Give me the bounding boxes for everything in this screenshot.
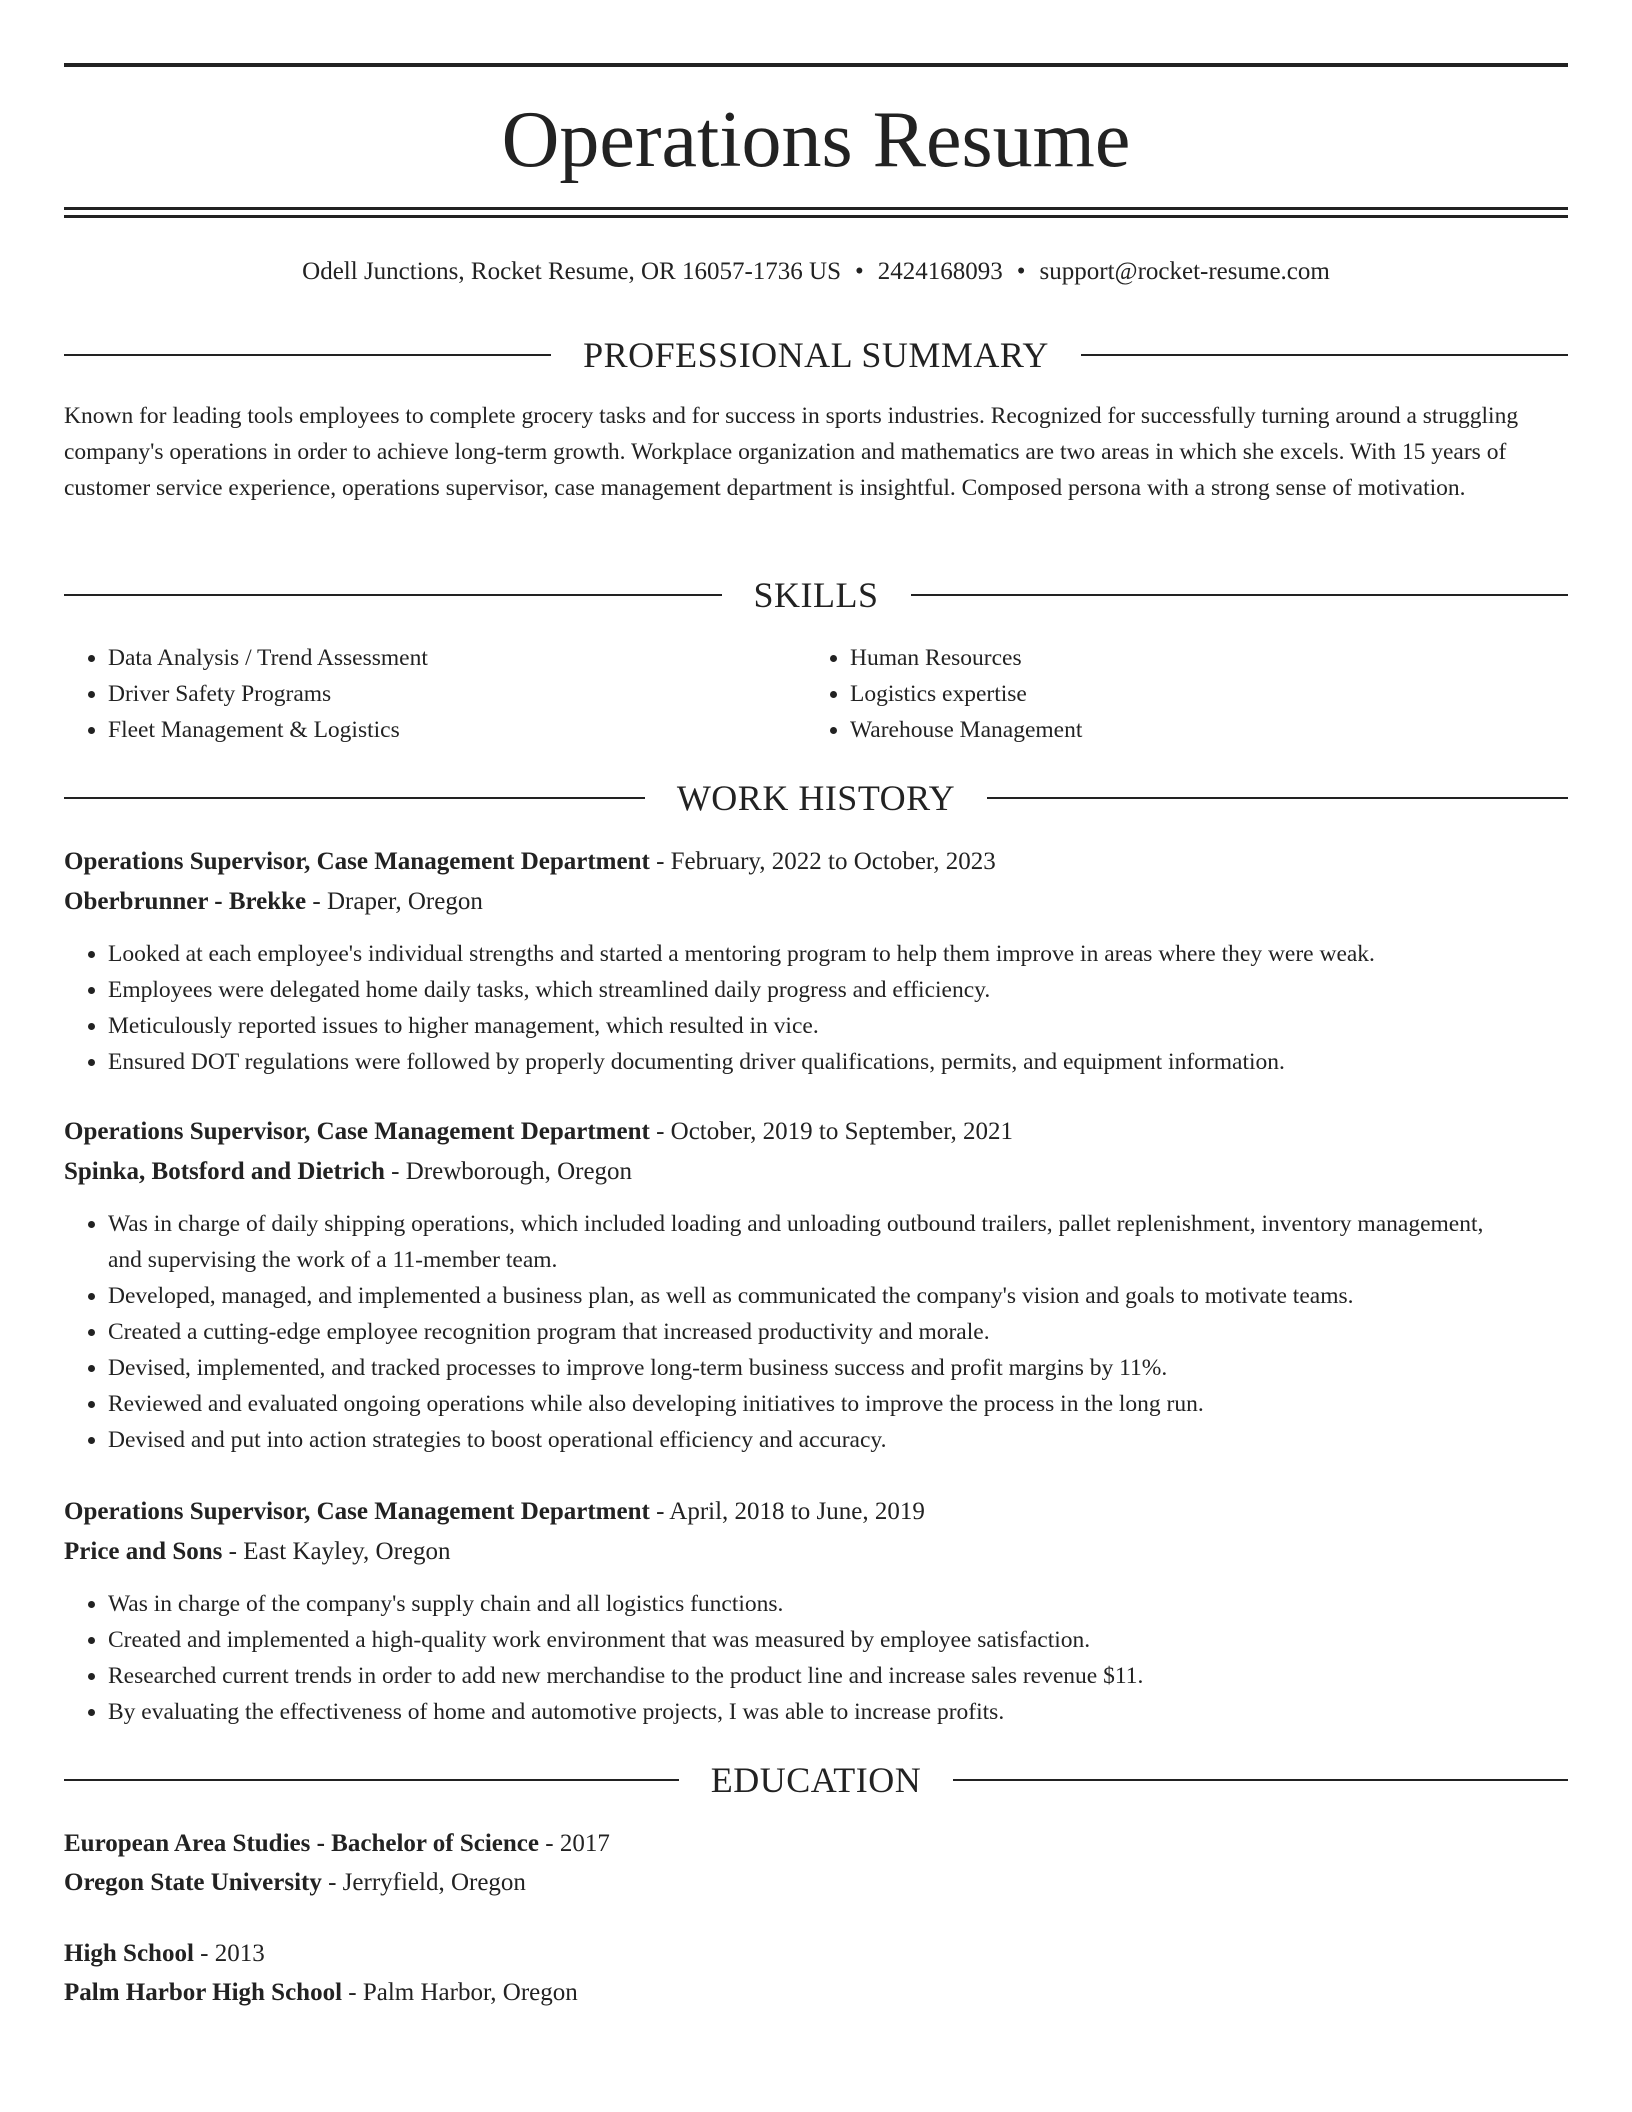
job-dates: April, 2018 to June, 2019	[669, 1498, 925, 1525]
section-heading-education	[64, 1758, 1568, 1802]
job-bullets	[64, 1206, 1568, 1458]
education-school: Oregon State University	[64, 1869, 322, 1896]
job-entry	[64, 842, 1568, 1080]
job-entry	[64, 1492, 1568, 1730]
education-school-line	[64, 1973, 1568, 2012]
job-bullet: • Devised, implemented, and tracked processes to improve long-term business success and profit margins by 11%.	[108, 1350, 1568, 1386]
education-degree: High School	[64, 1940, 194, 1967]
heading-rule	[987, 797, 1568, 799]
contact-email: support@rocket-resume.com	[1039, 258, 1330, 285]
double-rule-lower	[64, 215, 1568, 218]
education-year: 2017	[559, 1830, 610, 1857]
job-bullet: • Devised and put into action strategies to boost operational efficiency and accuracy.	[108, 1422, 1568, 1458]
skill-item: • Fleet Management & Logistics	[108, 712, 806, 748]
education-degree: European Area Studies - Bachelor of Science	[64, 1830, 539, 1857]
dash: -	[193, 1940, 215, 1967]
skills-list	[64, 640, 1568, 748]
dash: -	[321, 1869, 343, 1896]
job-title-line	[64, 1112, 1568, 1152]
education-degree-line	[64, 1934, 1568, 1973]
job-title: Operations Supervisor, Case Management Department	[64, 1118, 650, 1145]
skills-column-left	[64, 640, 806, 748]
heading-rule	[64, 1779, 679, 1781]
dash: -	[649, 1118, 671, 1145]
job-bullet: • Was in charge of the company's supply chain and all logistics functions.	[108, 1586, 1568, 1622]
heading-rule	[64, 594, 722, 596]
job-bullet: • Created a cutting-edge employee recognition program that increased productivity and morale.	[108, 1314, 1568, 1350]
heading-rule	[64, 354, 551, 356]
contact-separator: •	[855, 258, 864, 285]
section-title: SKILLS	[753, 575, 879, 615]
dash: -	[222, 1538, 244, 1565]
section-heading-summary	[64, 333, 1568, 377]
job-company: Price and Sons	[64, 1538, 223, 1565]
job-title-line	[64, 842, 1568, 882]
skills-column-right	[806, 640, 1548, 748]
job-company: Spinka, Botsford and Dietrich	[64, 1158, 385, 1185]
job-bullets	[64, 936, 1568, 1080]
dash: -	[306, 888, 327, 915]
job-bullet: • By evaluating the effectiveness of home and automotive projects, I was able to increase profits.	[108, 1694, 1568, 1730]
heading-rule	[911, 594, 1569, 596]
education-year: 2013	[214, 1940, 265, 1967]
double-rule-upper	[64, 207, 1568, 210]
skill-item: • Driver Safety Programs	[108, 676, 806, 712]
skill-item: • Warehouse Management	[850, 712, 1548, 748]
skill-item: • Human Resources	[850, 640, 1548, 676]
section-heading-work-history	[64, 776, 1568, 820]
contact-separator: •	[1016, 258, 1026, 285]
job-bullet: • Meticulously reported issues to higher management, which resulted in vice.	[108, 1008, 1568, 1044]
heading-rule	[953, 1779, 1568, 1781]
skill-item: • Data Analysis / Trend Assessment	[108, 640, 806, 676]
education-school-line	[64, 1863, 1568, 1902]
education-location: Jerryfield, Oregon	[342, 1869, 526, 1896]
job-bullet: • Was in charge of daily shipping operations, which included loading and unloading outbound trailers, pallet replenishment, inventory management, and supervising the work of a 11-member team.	[108, 1206, 1568, 1278]
education-location: Palm Harbor, Oregon	[362, 1979, 578, 2006]
dash: -	[384, 1158, 406, 1185]
education-degree-line	[64, 1824, 1568, 1863]
summary-text: Known for leading tools employees to complete grocery tasks and for success in sports industries. Recognized for successfully turning around a struggling company's operations in order to achieve long-term growth. Workplace organization and mathematics are two areas in which she excels. With 15 years of customer service experience, operations supervisor, case management department is insightful. Composed persona with a strong sense of motivation.	[64, 403, 1519, 501]
job-bullet: • Employees were delegated home daily tasks, which streamlined daily progress and efficiency.	[108, 972, 1568, 1008]
resume-name: Operations Resume	[501, 96, 1131, 184]
job-bullets	[64, 1586, 1568, 1730]
job-company: Oberbrunner - Brekke	[64, 888, 307, 915]
job-dates: February, 2022 to October, 2023	[670, 848, 996, 875]
job-company-line	[64, 1532, 1568, 1572]
skill-item: • Logistics expertise	[850, 676, 1548, 712]
education-school: Palm Harbor High School	[64, 1979, 343, 2006]
job-bullet: • Looked at each employee's individual strengths and started a mentoring program to help them improve in areas where they were weak.	[108, 936, 1568, 972]
job-location: Drewborough, Oregon	[405, 1158, 633, 1185]
job-title-line	[64, 1492, 1568, 1532]
job-bullet: • Developed, managed, and implemented a business plan, as well as communicated the company's vision and goals to motivate teams.	[108, 1278, 1568, 1314]
dash: -	[539, 1830, 560, 1857]
job-location: Draper, Oregon	[326, 888, 483, 915]
contact-address: Odell Junctions, Rocket Resume, OR 16057-1736 US	[302, 258, 842, 285]
education-entry	[64, 1934, 1568, 2012]
top-rule	[64, 63, 1568, 67]
heading-rule	[64, 797, 645, 799]
job-company-line	[64, 1152, 1568, 1192]
job-entry	[64, 1112, 1568, 1458]
job-bullet: • Created and implemented a high-quality work environment that was measured by employee satisfaction.	[108, 1622, 1568, 1658]
section-heading-skills	[64, 573, 1568, 617]
dash: -	[342, 1979, 363, 2006]
job-bullet: • Researched current trends in order to add new merchandise to the product line and increase sales revenue $11.	[108, 1658, 1568, 1694]
education-entry	[64, 1824, 1568, 1902]
job-dates: October, 2019 to September, 2021	[670, 1118, 1014, 1145]
dash: -	[649, 1498, 670, 1525]
section-title: PROFESSIONAL SUMMARY	[583, 335, 1049, 375]
job-title: Operations Supervisor, Case Management Department	[64, 1498, 650, 1525]
contact-phone: 2424168093	[877, 258, 1003, 285]
heading-rule	[1081, 354, 1568, 356]
dash: -	[649, 848, 671, 875]
job-bullet: • Reviewed and evaluated ongoing operations while also developing initiatives to improve the process in the long run.	[108, 1386, 1568, 1422]
job-bullet: • Ensured DOT regulations were followed by properly documenting driver qualifications, permits, and equipment information.	[108, 1044, 1568, 1080]
job-company-line	[64, 882, 1568, 922]
job-title: Operations Supervisor, Case Management Department	[64, 848, 650, 875]
section-title: EDUCATION	[710, 1760, 922, 1800]
contact-line	[64, 254, 1568, 290]
section-title: WORK HISTORY	[676, 778, 956, 818]
job-location: East Kayley, Oregon	[243, 1538, 451, 1565]
